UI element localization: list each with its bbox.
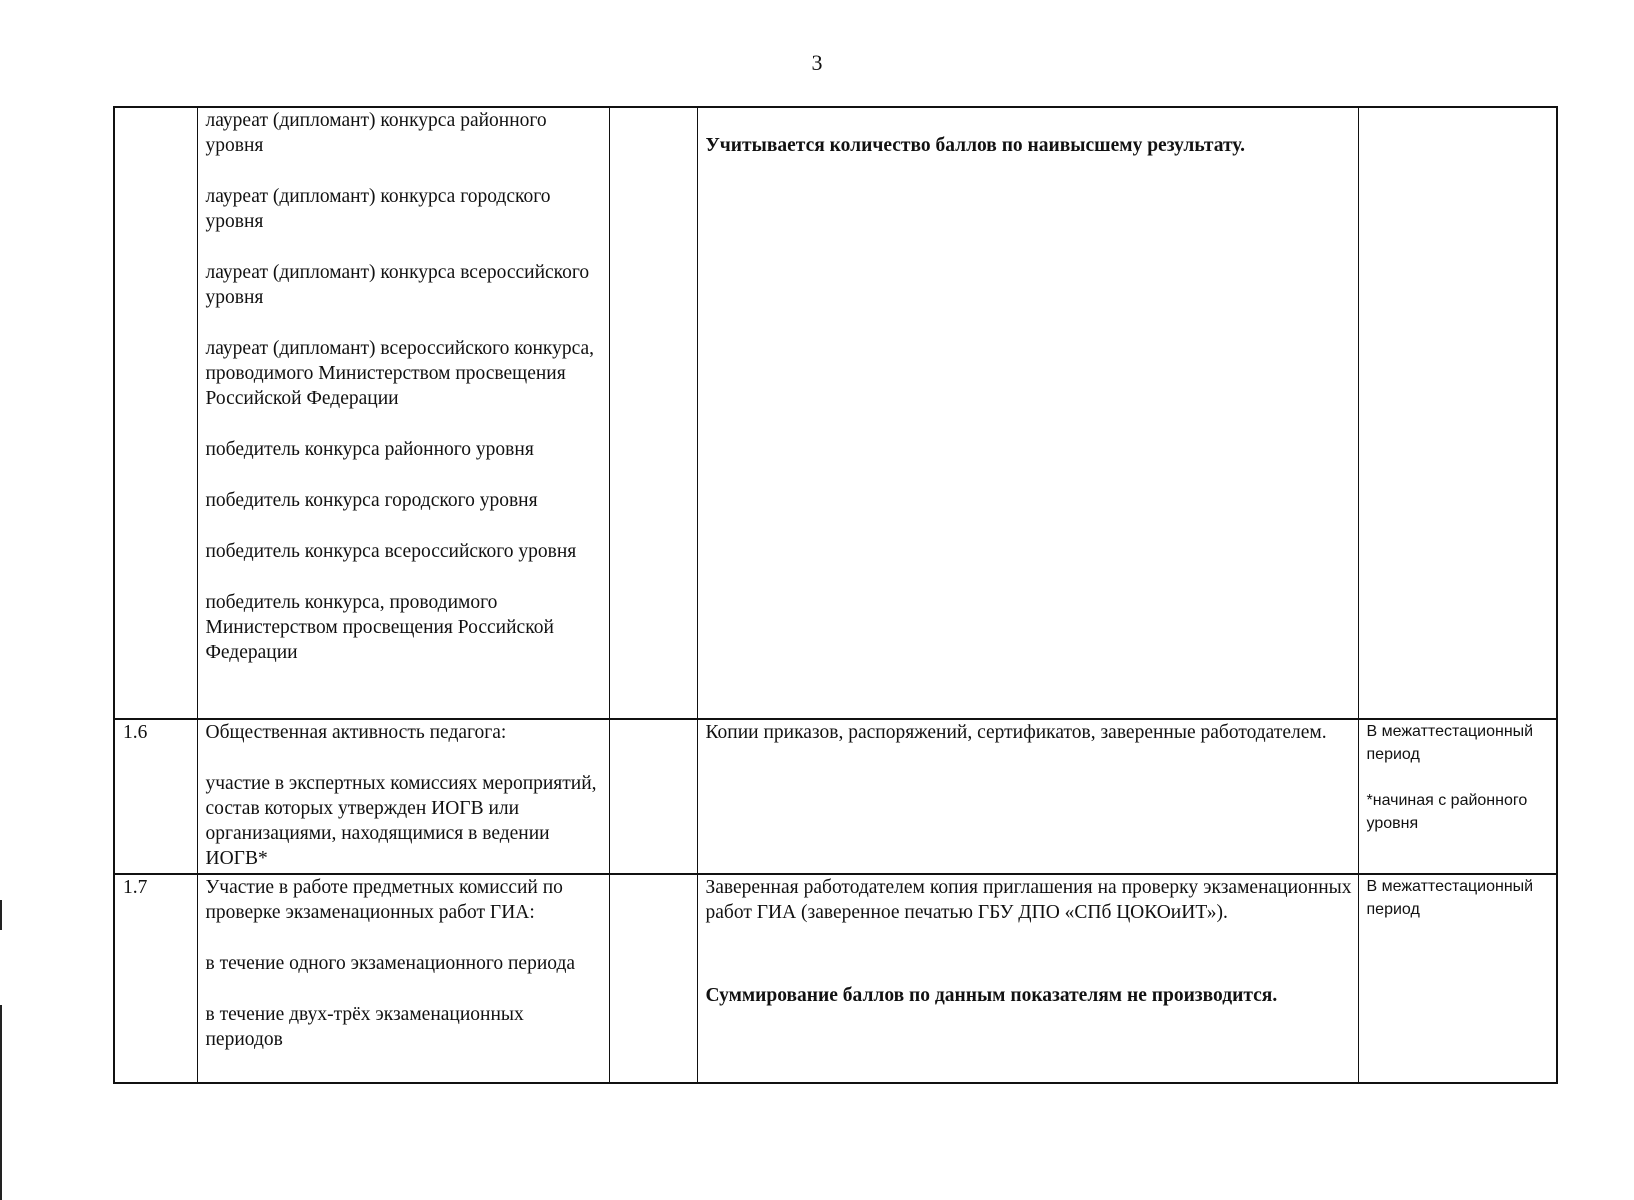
points-cell <box>609 107 697 719</box>
documents-note-bold: Учитывается количество баллов по наивысшему результату. <box>705 135 1245 156</box>
period-cell <box>1358 719 1557 874</box>
row-number: 1.6 <box>114 719 197 874</box>
documents-text: Копии приказов, распоряжений, сертификатов, заверенные работодателем. <box>705 722 1327 743</box>
period-text: В межаттестационный период <box>1366 723 1534 763</box>
indicator-heading: Участие в работе предметных комиссий по проверке экзаменационных работ ГИА: <box>205 877 563 923</box>
indicator-cell <box>197 719 609 874</box>
row-number <box>114 107 197 719</box>
scan-edge-mark <box>0 1005 2 1200</box>
documents-cell <box>697 874 1358 1083</box>
indicator-item: победитель конкурса, проводимого Министерством просвещения Российской Федерации <box>205 592 554 663</box>
indicator-item: победитель конкурса районного уровня <box>205 439 534 460</box>
indicator-item: лауреат (дипломант) конкурса районного уровня <box>205 110 547 156</box>
indicator-item: лауреат (дипломант) конкурса городского уровня <box>205 186 551 232</box>
indicator-item: победитель конкурса городского уровня <box>205 490 538 511</box>
documents-cell <box>697 719 1358 874</box>
period-note: *начиная с районного уровня <box>1366 792 1528 832</box>
points-cell <box>609 719 697 874</box>
documents-text: Заверенная работодателем копия приглашения на проверку экзаменационных работ ГИА (заверенное печатью ГБУ ДПО «СПб ЦОКОиИТ»). <box>705 877 1352 923</box>
period-cell <box>1358 107 1557 719</box>
period-text: В межаттестационный период <box>1366 878 1534 918</box>
period-cell <box>1358 874 1557 1083</box>
indicator-heading: Общественная активность педагога: <box>205 722 507 743</box>
criteria-table <box>113 106 1558 1084</box>
indicator-item: в течение одного экзаменационного периода <box>205 953 576 974</box>
table-row-1-6 <box>114 719 1557 874</box>
indicator-item: в течение двух-трёх экзаменационных периодов <box>205 1004 524 1050</box>
indicator-item: лауреат (дипломант) всероссийского конкурса, проводимого Министерством просвещения Российской Федерации <box>205 338 595 409</box>
indicator-item: победитель конкурса всероссийского уровня <box>205 541 577 562</box>
indicator-item: лауреат (дипломант) конкурса всероссийского уровня <box>205 262 590 308</box>
indicator-cell <box>197 874 609 1083</box>
row-number: 1.7 <box>114 874 197 1083</box>
indicator-cell <box>197 107 609 719</box>
page-number: 3 <box>811 50 823 75</box>
table-row-1-7 <box>114 874 1557 1083</box>
table-row-continuation <box>114 107 1557 719</box>
indicator-item: участие в экспертных комиссиях мероприятий, состав которых утвержден ИОГВ или организациями, находящимися в ведении ИОГВ* <box>205 773 597 869</box>
points-cell <box>609 874 697 1083</box>
documents-cell <box>697 107 1358 719</box>
documents-note-bold: Суммирование баллов по данным показателям не производится. <box>705 985 1278 1006</box>
scan-edge-mark <box>0 900 2 930</box>
